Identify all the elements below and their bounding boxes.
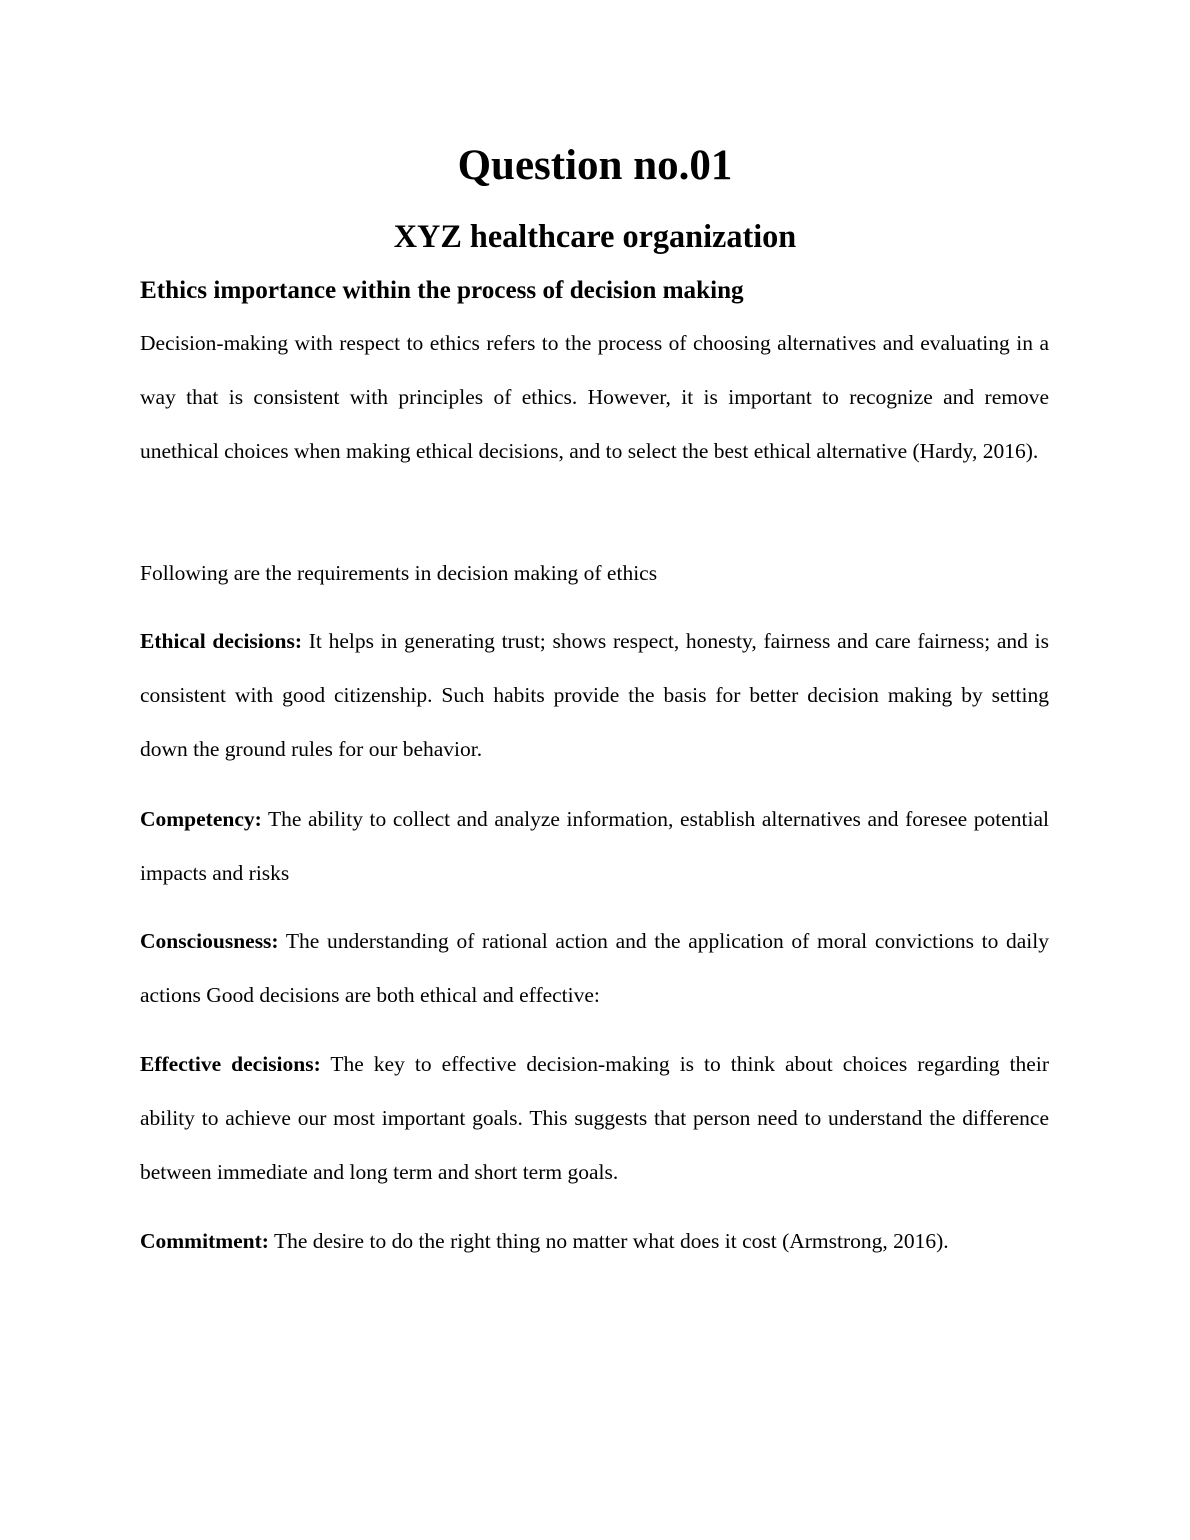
requirement-ethical-decisions: [140, 614, 1049, 776]
requirement-term: Effective decisions:: [140, 1052, 321, 1076]
document-title: Question no.01: [457, 142, 733, 189]
requirement-term: Commitment:: [140, 1229, 269, 1253]
requirement-effective-decisions: [140, 1037, 1049, 1199]
requirement-text: The key to effective decision-making is to think about choices regarding their ability to achieve our most important goals. This suggests that person need to understand the difference between immediate and long term and short term goals.: [140, 1052, 1049, 1184]
requirement-text: It helps in generating trust; shows respect, honesty, fairness and care fairness; and is consistent with good citizenship. Such habits provide the basis for better decision making by setting down the ground rules for our behavior.: [140, 629, 1049, 761]
requirement-text: The desire to do the right thing no matter what does it cost (Armstrong, 2016).: [268, 1229, 949, 1253]
requirement-term: Competency:: [140, 807, 262, 831]
requirement-text: The understanding of rational action and the application of moral convictions to daily actions Good decisions are both ethical and effective:: [140, 929, 1049, 1007]
requirements-intro-line: Following are the requirements in decision making of ethics: [140, 561, 658, 585]
requirement-term: Ethical decisions:: [140, 629, 303, 653]
requirement-competency: [140, 792, 1049, 900]
section-heading: Ethics importance within the process of decision making: [140, 277, 744, 304]
requirement-term: Consciousness:: [140, 929, 279, 953]
requirement-commitment: [140, 1214, 1049, 1268]
requirement-text: The ability to collect and analyze information, establish alternatives and foresee potential impacts and risks: [140, 807, 1049, 885]
requirement-consciousness: [140, 914, 1049, 1022]
intro-paragraph: Decision-making with respect to ethics refers to the process of choosing alternatives and evaluating in a way that is consistent with principles of ethics. However, it is important to recognize and remove unethical choices when making ethical decisions, and to select the best ethical alternative (Hardy, 2016).: [140, 331, 1049, 463]
document-subtitle: XYZ healthcare organization: [393, 218, 797, 254]
